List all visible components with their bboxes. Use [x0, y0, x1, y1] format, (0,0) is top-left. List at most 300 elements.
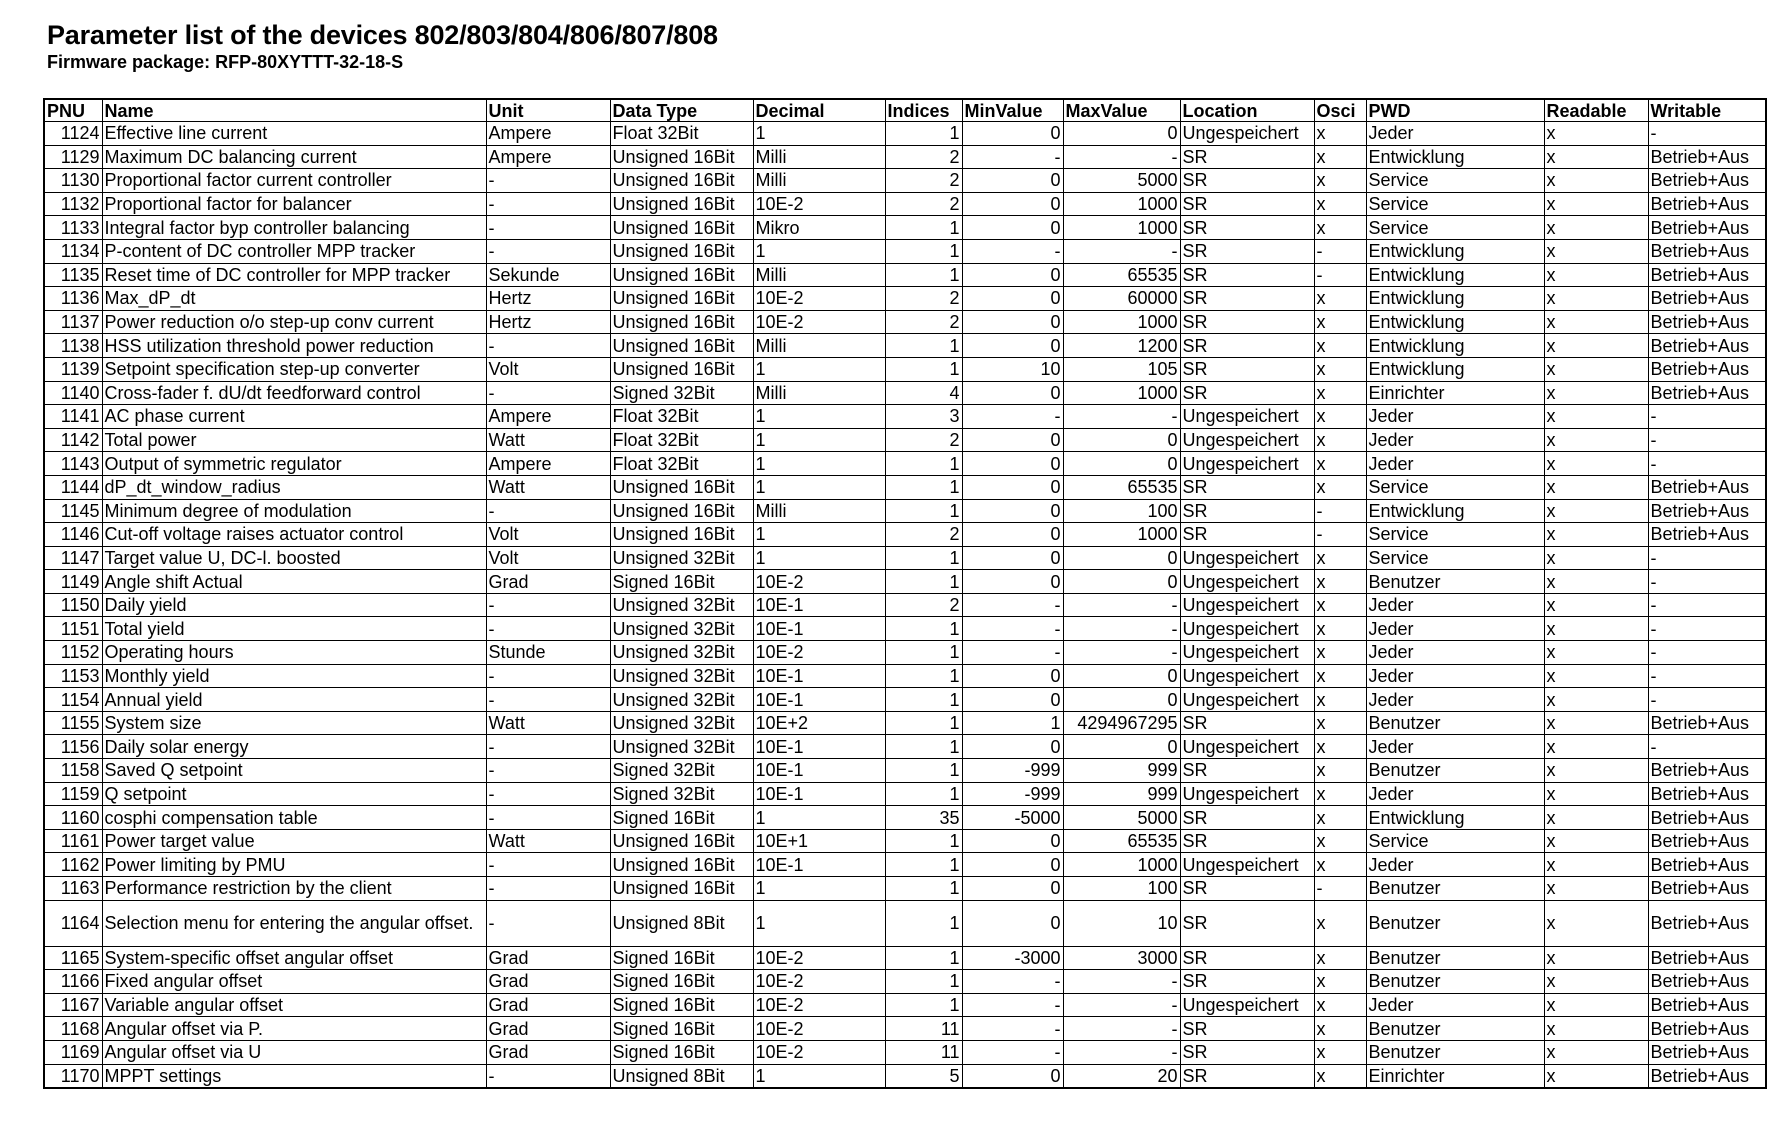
min-value-cell: 0	[962, 499, 1063, 523]
location-cell: SR	[1180, 829, 1314, 853]
location-cell: SR	[1180, 1064, 1314, 1088]
max-value-cell: 5000	[1063, 806, 1180, 830]
decimal-cell: 1	[753, 452, 885, 476]
writable-cell: -	[1648, 570, 1766, 594]
decimal-cell: Mikro	[753, 216, 885, 240]
pwd-cell: Entwicklung	[1366, 287, 1544, 311]
readable-cell: x	[1544, 735, 1648, 759]
data-type-cell: Unsigned 16Bit	[610, 287, 753, 311]
indices-cell: 1	[885, 993, 962, 1017]
writable-cell: Betrieb+Aus	[1648, 970, 1766, 994]
data-type-cell: Unsigned 16Bit	[610, 877, 753, 901]
pnu-cell: 1129	[44, 145, 102, 169]
column-header: Readable	[1544, 99, 1648, 122]
writable-cell: Betrieb+Aus	[1648, 853, 1766, 877]
osci-cell: x	[1314, 381, 1366, 405]
location-cell: SR	[1180, 263, 1314, 287]
osci-cell: -	[1314, 263, 1366, 287]
max-value-cell: -	[1063, 993, 1180, 1017]
column-header: MaxValue	[1063, 99, 1180, 122]
osci-cell: x	[1314, 759, 1366, 783]
pwd-cell: Einrichter	[1366, 381, 1544, 405]
pnu-cell: 1161	[44, 829, 102, 853]
table-row	[44, 1040, 1766, 1064]
osci-cell: -	[1314, 877, 1366, 901]
location-cell: SR	[1180, 381, 1314, 405]
table-body	[44, 122, 1766, 1089]
decimal-cell: 10E-2	[753, 570, 885, 594]
pwd-cell: Jeder	[1366, 641, 1544, 665]
pnu-cell: 1158	[44, 759, 102, 783]
pnu-cell: 1166	[44, 970, 102, 994]
location-cell: Ungespeichert	[1180, 405, 1314, 429]
pwd-cell: Jeder	[1366, 688, 1544, 712]
indices-cell: 1	[885, 334, 962, 358]
pnu-cell: 1151	[44, 617, 102, 641]
name-cell: Performance restriction by the client	[102, 877, 486, 901]
data-type-cell: Float 32Bit	[610, 452, 753, 476]
pwd-cell: Entwicklung	[1366, 263, 1544, 287]
writable-cell: Betrieb+Aus	[1648, 1017, 1766, 1041]
decimal-cell: Milli	[753, 381, 885, 405]
data-type-cell: Unsigned 32Bit	[610, 711, 753, 735]
max-value-cell: 0	[1063, 428, 1180, 452]
decimal-cell: 1	[753, 523, 885, 547]
writable-cell: Betrieb+Aus	[1648, 475, 1766, 499]
indices-cell: 1	[885, 900, 962, 946]
pnu-cell: 1137	[44, 310, 102, 334]
min-value-cell: 0	[962, 169, 1063, 193]
readable-cell: x	[1544, 1040, 1648, 1064]
table-header-row	[44, 99, 1766, 122]
osci-cell: x	[1314, 570, 1366, 594]
data-type-cell: Signed 16Bit	[610, 970, 753, 994]
decimal-cell: 10E+1	[753, 829, 885, 853]
writable-cell: -	[1648, 735, 1766, 759]
name-cell: Proportional factor current controller	[102, 169, 486, 193]
readable-cell: x	[1544, 381, 1648, 405]
osci-cell: -	[1314, 499, 1366, 523]
decimal-cell: 1	[753, 239, 885, 263]
unit-cell: Grad	[486, 1017, 610, 1041]
data-type-cell: Unsigned 16Bit	[610, 169, 753, 193]
name-cell: Angle shift Actual	[102, 570, 486, 594]
writable-cell: Betrieb+Aus	[1648, 145, 1766, 169]
writable-cell: -	[1648, 405, 1766, 429]
osci-cell: x	[1314, 735, 1366, 759]
data-type-cell: Unsigned 16Bit	[610, 853, 753, 877]
writable-cell: Betrieb+Aus	[1648, 1064, 1766, 1088]
readable-cell: x	[1544, 169, 1648, 193]
name-cell: Reset time of DC controller for MPP tracker	[102, 263, 486, 287]
max-value-cell: 65535	[1063, 475, 1180, 499]
readable-cell: x	[1544, 334, 1648, 358]
pwd-cell: Benutzer	[1366, 759, 1544, 783]
location-cell: SR	[1180, 759, 1314, 783]
decimal-cell: Milli	[753, 499, 885, 523]
writable-cell: Betrieb+Aus	[1648, 900, 1766, 946]
data-type-cell: Signed 32Bit	[610, 782, 753, 806]
indices-cell: 2	[885, 310, 962, 334]
decimal-cell: 10E+2	[753, 711, 885, 735]
name-cell: System size	[102, 711, 486, 735]
data-type-cell: Unsigned 16Bit	[610, 239, 753, 263]
column-header: Unit	[486, 99, 610, 122]
min-value-cell: -	[962, 1017, 1063, 1041]
location-cell: SR	[1180, 475, 1314, 499]
location-cell: Ungespeichert	[1180, 122, 1314, 146]
pwd-cell: Entwicklung	[1366, 806, 1544, 830]
data-type-cell: Unsigned 32Bit	[610, 593, 753, 617]
pwd-cell: Jeder	[1366, 428, 1544, 452]
osci-cell: x	[1314, 1040, 1366, 1064]
min-value-cell: 0	[962, 216, 1063, 240]
location-cell: SR	[1180, 900, 1314, 946]
data-type-cell: Unsigned 16Bit	[610, 145, 753, 169]
unit-cell: -	[486, 688, 610, 712]
pwd-cell: Entwicklung	[1366, 310, 1544, 334]
indices-cell: 1	[885, 452, 962, 476]
min-value-cell: 0	[962, 1064, 1063, 1088]
pwd-cell: Service	[1366, 192, 1544, 216]
indices-cell: 1	[885, 263, 962, 287]
unit-cell: Volt	[486, 523, 610, 547]
readable-cell: x	[1544, 829, 1648, 853]
pwd-cell: Jeder	[1366, 735, 1544, 759]
min-value-cell: 0	[962, 853, 1063, 877]
osci-cell: x	[1314, 475, 1366, 499]
location-cell: Ungespeichert	[1180, 617, 1314, 641]
column-header: Decimal	[753, 99, 885, 122]
min-value-cell: 0	[962, 546, 1063, 570]
unit-cell: Hertz	[486, 287, 610, 311]
table-row	[44, 617, 1766, 641]
decimal-cell: 10E-2	[753, 993, 885, 1017]
indices-cell: 1	[885, 641, 962, 665]
min-value-cell: -	[962, 641, 1063, 665]
max-value-cell: 0	[1063, 735, 1180, 759]
indices-cell: 1	[885, 617, 962, 641]
location-cell: SR	[1180, 711, 1314, 735]
min-value-cell: -	[962, 593, 1063, 617]
readable-cell: x	[1544, 239, 1648, 263]
readable-cell: x	[1544, 1064, 1648, 1088]
max-value-cell: -	[1063, 641, 1180, 665]
readable-cell: x	[1544, 593, 1648, 617]
unit-cell: -	[486, 853, 610, 877]
readable-cell: x	[1544, 946, 1648, 970]
max-value-cell: 60000	[1063, 287, 1180, 311]
data-type-cell: Signed 32Bit	[610, 759, 753, 783]
decimal-cell: 10E-2	[753, 946, 885, 970]
indices-cell: 1	[885, 877, 962, 901]
readable-cell: x	[1544, 806, 1648, 830]
unit-cell: -	[486, 239, 610, 263]
unit-cell: Ampere	[486, 405, 610, 429]
max-value-cell: 999	[1063, 782, 1180, 806]
osci-cell: x	[1314, 946, 1366, 970]
unit-cell: Ampere	[486, 122, 610, 146]
pnu-cell: 1160	[44, 806, 102, 830]
indices-cell: 1	[885, 853, 962, 877]
table-row	[44, 192, 1766, 216]
table-row	[44, 970, 1766, 994]
data-type-cell: Unsigned 16Bit	[610, 499, 753, 523]
pwd-cell: Service	[1366, 216, 1544, 240]
pwd-cell: Jeder	[1366, 122, 1544, 146]
table-row	[44, 357, 1766, 381]
indices-cell: 1	[885, 829, 962, 853]
location-cell: Ungespeichert	[1180, 546, 1314, 570]
pwd-cell: Service	[1366, 546, 1544, 570]
max-value-cell: 1000	[1063, 216, 1180, 240]
indices-cell: 11	[885, 1040, 962, 1064]
name-cell: Target value U, DC-l. boosted	[102, 546, 486, 570]
pnu-cell: 1154	[44, 688, 102, 712]
unit-cell: Grad	[486, 946, 610, 970]
osci-cell: x	[1314, 1017, 1366, 1041]
writable-cell: Betrieb+Aus	[1648, 1040, 1766, 1064]
name-cell: Angular offset via P.	[102, 1017, 486, 1041]
writable-cell: Betrieb+Aus	[1648, 711, 1766, 735]
indices-cell: 2	[885, 145, 962, 169]
name-cell: HSS utilization threshold power reduction	[102, 334, 486, 358]
data-type-cell: Float 32Bit	[610, 428, 753, 452]
column-header: PWD	[1366, 99, 1544, 122]
table-row	[44, 806, 1766, 830]
osci-cell: x	[1314, 900, 1366, 946]
data-type-cell: Unsigned 16Bit	[610, 310, 753, 334]
location-cell: Ungespeichert	[1180, 993, 1314, 1017]
unit-cell: -	[486, 782, 610, 806]
pnu-cell: 1135	[44, 263, 102, 287]
osci-cell: x	[1314, 405, 1366, 429]
max-value-cell: 105	[1063, 357, 1180, 381]
pnu-cell: 1145	[44, 499, 102, 523]
pwd-cell: Benutzer	[1366, 877, 1544, 901]
readable-cell: x	[1544, 499, 1648, 523]
pnu-cell: 1159	[44, 782, 102, 806]
osci-cell: x	[1314, 452, 1366, 476]
table-row	[44, 735, 1766, 759]
readable-cell: x	[1544, 970, 1648, 994]
max-value-cell: -	[1063, 593, 1180, 617]
osci-cell: x	[1314, 829, 1366, 853]
indices-cell: 3	[885, 405, 962, 429]
pnu-cell: 1143	[44, 452, 102, 476]
unit-cell: -	[486, 169, 610, 193]
location-cell: SR	[1180, 357, 1314, 381]
name-cell: Setpoint specification step-up converter	[102, 357, 486, 381]
pwd-cell: Jeder	[1366, 452, 1544, 476]
pnu-cell: 1152	[44, 641, 102, 665]
min-value-cell: 10	[962, 357, 1063, 381]
writable-cell: -	[1648, 617, 1766, 641]
table-row	[44, 310, 1766, 334]
name-cell: Selection menu for entering the angular offset.	[102, 900, 486, 946]
readable-cell: x	[1544, 688, 1648, 712]
pwd-cell: Benutzer	[1366, 946, 1544, 970]
name-cell: AC phase current	[102, 405, 486, 429]
name-cell: Proportional factor for balancer	[102, 192, 486, 216]
location-cell: SR	[1180, 334, 1314, 358]
max-value-cell: 3000	[1063, 946, 1180, 970]
pnu-cell: 1149	[44, 570, 102, 594]
min-value-cell: 0	[962, 570, 1063, 594]
max-value-cell: 1000	[1063, 523, 1180, 547]
writable-cell: Betrieb+Aus	[1648, 993, 1766, 1017]
min-value-cell: -	[962, 617, 1063, 641]
name-cell: Maximum DC balancing current	[102, 145, 486, 169]
writable-cell: Betrieb+Aus	[1648, 381, 1766, 405]
data-type-cell: Signed 16Bit	[610, 1017, 753, 1041]
location-cell: SR	[1180, 169, 1314, 193]
location-cell: SR	[1180, 523, 1314, 547]
decimal-cell: 10E-2	[753, 192, 885, 216]
writable-cell: -	[1648, 688, 1766, 712]
location-cell: SR	[1180, 192, 1314, 216]
min-value-cell: 0	[962, 688, 1063, 712]
data-type-cell: Unsigned 32Bit	[610, 641, 753, 665]
readable-cell: x	[1544, 853, 1648, 877]
data-type-cell: Unsigned 16Bit	[610, 216, 753, 240]
max-value-cell: -	[1063, 970, 1180, 994]
decimal-cell: 10E-1	[753, 617, 885, 641]
writable-cell: Betrieb+Aus	[1648, 877, 1766, 901]
table-row	[44, 993, 1766, 1017]
max-value-cell: 100	[1063, 877, 1180, 901]
unit-cell: -	[486, 593, 610, 617]
writable-cell: Betrieb+Aus	[1648, 523, 1766, 547]
max-value-cell: 65535	[1063, 829, 1180, 853]
min-value-cell: 0	[962, 452, 1063, 476]
pnu-cell: 1147	[44, 546, 102, 570]
readable-cell: x	[1544, 428, 1648, 452]
unit-cell: -	[486, 192, 610, 216]
readable-cell: x	[1544, 617, 1648, 641]
pnu-cell: 1169	[44, 1040, 102, 1064]
min-value-cell: -	[962, 145, 1063, 169]
readable-cell: x	[1544, 122, 1648, 146]
location-cell: Ungespeichert	[1180, 782, 1314, 806]
parameter-table	[43, 98, 1767, 1089]
pnu-cell: 1144	[44, 475, 102, 499]
data-type-cell: Unsigned 16Bit	[610, 523, 753, 547]
decimal-cell: Milli	[753, 169, 885, 193]
name-cell: Power target value	[102, 829, 486, 853]
indices-cell: 1	[885, 475, 962, 499]
min-value-cell: -5000	[962, 806, 1063, 830]
min-value-cell: -	[962, 993, 1063, 1017]
writable-cell: Betrieb+Aus	[1648, 946, 1766, 970]
column-header: Data Type	[610, 99, 753, 122]
osci-cell: x	[1314, 357, 1366, 381]
pnu-cell: 1146	[44, 523, 102, 547]
min-value-cell: -	[962, 405, 1063, 429]
max-value-cell: -	[1063, 145, 1180, 169]
name-cell: Minimum degree of modulation	[102, 499, 486, 523]
max-value-cell: 0	[1063, 570, 1180, 594]
indices-cell: 4	[885, 381, 962, 405]
name-cell: Q setpoint	[102, 782, 486, 806]
decimal-cell: 1	[753, 122, 885, 146]
max-value-cell: 0	[1063, 452, 1180, 476]
osci-cell: x	[1314, 1064, 1366, 1088]
data-type-cell: Signed 16Bit	[610, 1040, 753, 1064]
column-header: Osci	[1314, 99, 1366, 122]
decimal-cell: 1	[753, 357, 885, 381]
data-type-cell: Float 32Bit	[610, 122, 753, 146]
osci-cell: x	[1314, 970, 1366, 994]
max-value-cell: 4294967295	[1063, 711, 1180, 735]
unit-cell: Watt	[486, 475, 610, 499]
indices-cell: 1	[885, 546, 962, 570]
readable-cell: x	[1544, 993, 1648, 1017]
indices-cell: 2	[885, 593, 962, 617]
indices-cell: 2	[885, 169, 962, 193]
pwd-cell: Jeder	[1366, 617, 1544, 641]
max-value-cell: 0	[1063, 664, 1180, 688]
max-value-cell: 1000	[1063, 381, 1180, 405]
column-header: Location	[1180, 99, 1314, 122]
name-cell: Total yield	[102, 617, 486, 641]
decimal-cell: Milli	[753, 263, 885, 287]
location-cell: Ungespeichert	[1180, 641, 1314, 665]
pwd-cell: Entwicklung	[1366, 334, 1544, 358]
pwd-cell: Entwicklung	[1366, 357, 1544, 381]
location-cell: Ungespeichert	[1180, 452, 1314, 476]
pnu-cell: 1139	[44, 357, 102, 381]
location-cell: Ungespeichert	[1180, 735, 1314, 759]
decimal-cell: 1	[753, 900, 885, 946]
indices-cell: 1	[885, 946, 962, 970]
data-type-cell: Unsigned 16Bit	[610, 192, 753, 216]
max-value-cell: 5000	[1063, 169, 1180, 193]
unit-cell: Volt	[486, 357, 610, 381]
readable-cell: x	[1544, 900, 1648, 946]
pnu-cell: 1142	[44, 428, 102, 452]
pwd-cell: Benutzer	[1366, 1017, 1544, 1041]
pwd-cell: Jeder	[1366, 405, 1544, 429]
pwd-cell: Benutzer	[1366, 900, 1544, 946]
pwd-cell: Entwicklung	[1366, 499, 1544, 523]
min-value-cell: -	[962, 239, 1063, 263]
table-row	[44, 853, 1766, 877]
pnu-cell: 1124	[44, 122, 102, 146]
indices-cell: 1	[885, 735, 962, 759]
min-value-cell: 0	[962, 475, 1063, 499]
data-type-cell: Signed 16Bit	[610, 946, 753, 970]
pnu-cell: 1164	[44, 900, 102, 946]
unit-cell: Watt	[486, 428, 610, 452]
osci-cell: x	[1314, 617, 1366, 641]
decimal-cell: 1	[753, 428, 885, 452]
unit-cell: Grad	[486, 993, 610, 1017]
pnu-cell: 1156	[44, 735, 102, 759]
pnu-cell: 1170	[44, 1064, 102, 1088]
min-value-cell: 0	[962, 263, 1063, 287]
osci-cell: -	[1314, 523, 1366, 547]
readable-cell: x	[1544, 570, 1648, 594]
readable-cell: x	[1544, 759, 1648, 783]
decimal-cell: 1	[753, 475, 885, 499]
decimal-cell: Milli	[753, 145, 885, 169]
min-value-cell: 0	[962, 334, 1063, 358]
indices-cell: 1	[885, 664, 962, 688]
readable-cell: x	[1544, 664, 1648, 688]
osci-cell: x	[1314, 310, 1366, 334]
data-type-cell: Unsigned 16Bit	[610, 475, 753, 499]
